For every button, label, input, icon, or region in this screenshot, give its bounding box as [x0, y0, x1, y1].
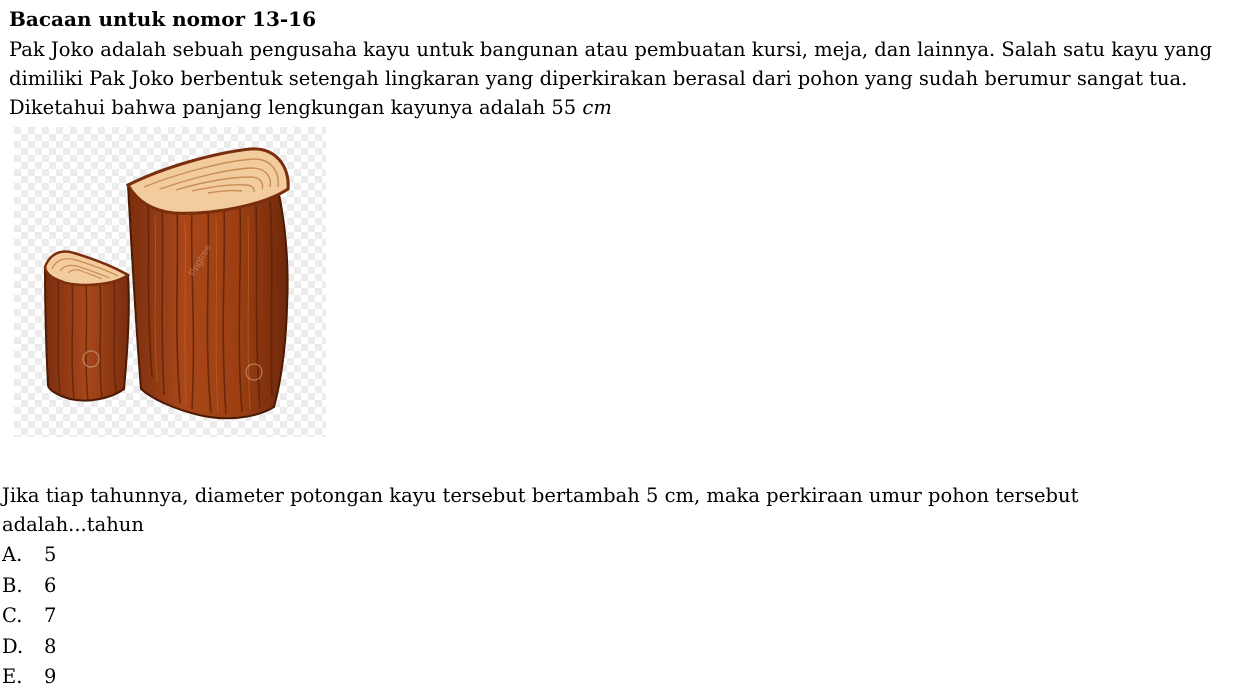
option-letter: A. — [2, 543, 23, 566]
option-value: 8 — [44, 634, 57, 658]
watermark-text: Pngtree — [187, 242, 215, 279]
option-value: 7 — [44, 604, 57, 627]
question-line-1: Jika tiap tahunnya, diameter potongan kayu tersebut bertambah 5 cm, maka perkiraan umur pohon tersebut — [2, 484, 1079, 507]
reading-passage — [9, 35, 1239, 122]
passage-line-2: dimiliki Pak Joko berbentuk setengah lingkaran yang diperkirakan berasal dari pohon yang sudah berumur sangat tua. — [9, 67, 1188, 90]
option-value: 9 — [44, 665, 57, 688]
option-letter: B. — [2, 573, 23, 597]
option-letter: C. — [2, 604, 23, 627]
half-log-wood-icon — [14, 127, 326, 437]
question-text — [2, 481, 1232, 539]
option-d[interactable] — [2, 632, 56, 663]
passage-line-3 — [9, 93, 1239, 122]
option-e[interactable] — [2, 662, 56, 693]
passage-line-1: Pak Joko adalah sebuah pengusaha kayu untuk bangunan atau pembuatan kursi, meja, dan lainnya. Salah satu kayu yang — [9, 38, 1213, 61]
passage-line-3-text: Diketahui bahwa panjang lengkungan kayunya adalah 55 — [9, 96, 583, 119]
option-letter: D. — [2, 634, 24, 658]
half-log-wood-illustration — [14, 127, 326, 437]
option-letter: E. — [2, 665, 23, 688]
length-unit: cm — [582, 96, 612, 119]
question-line-2: adalah...tahun — [2, 513, 144, 536]
option-value: 6 — [44, 573, 57, 597]
answer-options — [2, 540, 56, 693]
option-c[interactable] — [2, 601, 56, 632]
section-heading: Bacaan untuk nomor 13-16 — [9, 7, 316, 31]
option-a[interactable] — [2, 540, 56, 571]
option-value: 5 — [44, 543, 57, 566]
option-b[interactable] — [2, 571, 56, 602]
